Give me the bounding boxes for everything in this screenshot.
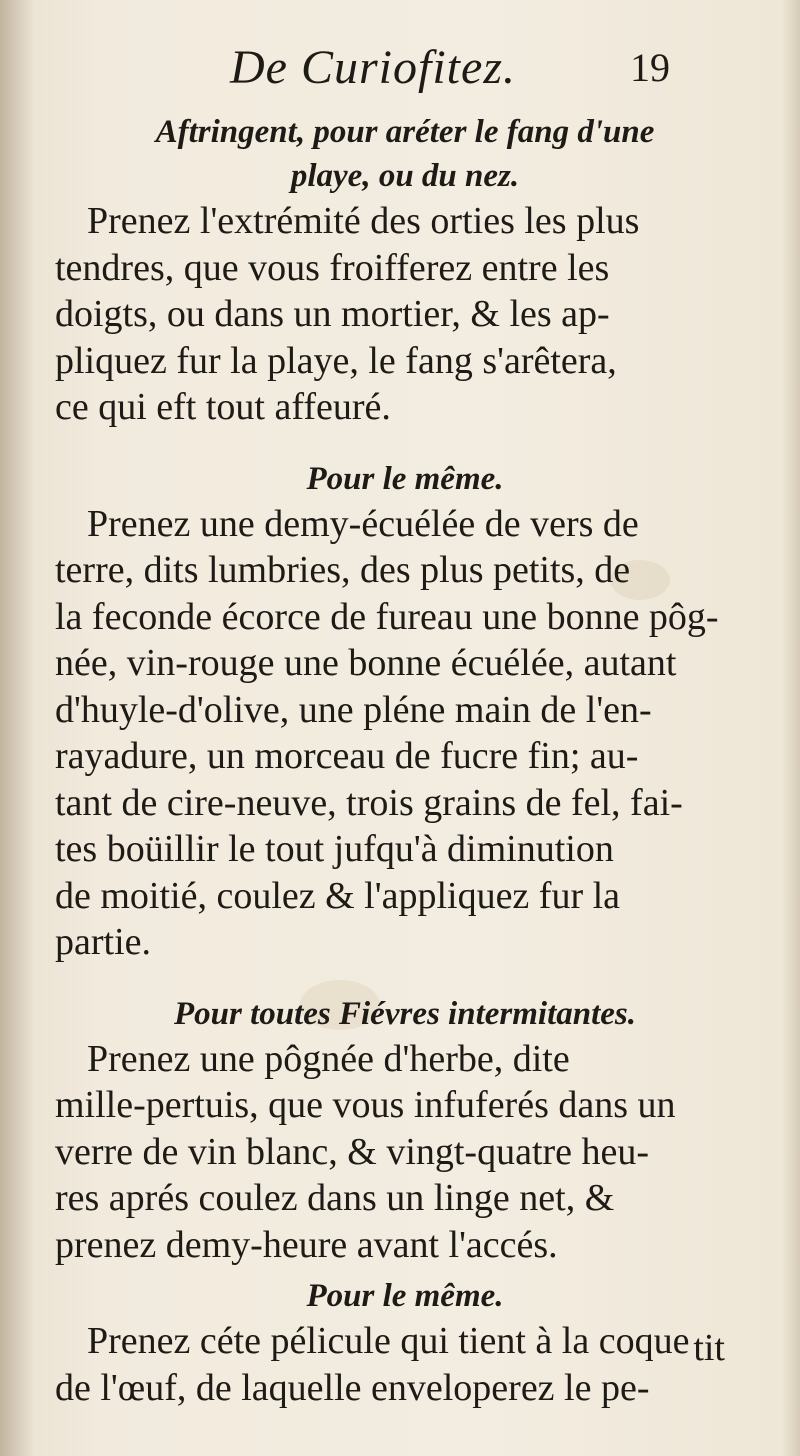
- heading-line: Pour le même.: [306, 460, 504, 497]
- text-line: mille-pertuis, que vous infuferés dans un: [55, 1084, 676, 1126]
- heading-line: Aftringent, pour aréter le fang d'une: [155, 114, 655, 150]
- text-line: tes boüillir le tout jufqu'à diminution: [55, 828, 614, 870]
- text-line: ce qui eft tout affeuré.: [55, 386, 391, 428]
- page-number: 19: [630, 45, 670, 90]
- catchword: tit: [693, 1327, 725, 1369]
- text-line: Prenez une demy-écuélée de vers de: [87, 502, 639, 545]
- recipe-paragraph: [55, 198, 755, 431]
- text-line: pliquez fur la playe, le fang s'arêtera,: [55, 339, 617, 382]
- text-line: terre, dits lumbries, des plus petits, de: [55, 549, 631, 591]
- text-line: la feconde écorce de fureau une bonne pôg-: [55, 595, 719, 638]
- text-line: partie.: [55, 921, 152, 963]
- text-line: rayadure, un morceau de fucre fin; au-: [55, 735, 639, 777]
- running-head: [230, 40, 670, 100]
- text-line: tant de cire-neuve, trois grains de fel, fai-: [55, 781, 683, 824]
- recipe-paragraph: [55, 1318, 755, 1411]
- heading-line: playe, ou du nez.: [290, 158, 520, 194]
- recipe-heading: [55, 110, 755, 198]
- text-line: d'huyle-d'olive, une pléne main de l'en-: [55, 688, 652, 731]
- page-edge: [782, 0, 800, 1456]
- text-line: Prenez une pôgnée d'herbe, dite: [87, 1037, 570, 1080]
- recipe-heading: [55, 457, 755, 501]
- text-line: prenez demy-heure avant l'accés.: [55, 1223, 558, 1266]
- gutter-shadow: [0, 0, 34, 1456]
- text-line: de moitié, coulez & l'appliquez fur la: [55, 874, 621, 917]
- recipe-paragraph: [55, 1036, 755, 1269]
- text-line: res aprés coulez dans un linge net, &: [55, 1177, 615, 1219]
- recipe-heading: [55, 992, 755, 1036]
- recipe-paragraph: [55, 501, 755, 966]
- recipe-heading: [55, 1274, 755, 1318]
- text-line: de l'œuf, de laquelle enveloperez le pe-: [55, 1366, 650, 1409]
- page-body: [55, 110, 755, 1411]
- heading-line: Pour toutes Fiévres intermitantes.: [173, 995, 637, 1032]
- text-line: verre de vin blanc, & vingt-quatre heu-: [55, 1130, 650, 1173]
- running-title: De Curiofitez.: [230, 41, 516, 94]
- text-line: doigts, ou dans un mortier, & les ap-: [55, 293, 610, 335]
- text-line: née, vin-rouge une bonne écuélée, autant: [55, 642, 677, 684]
- heading-line: Pour le même.: [306, 1278, 504, 1314]
- text-line: Prenez l'extrémité des orties les plus: [87, 200, 640, 242]
- text-line: tendres, que vous froifferez entre les: [55, 246, 610, 289]
- text-line: Prenez céte pélicule qui tient à la coque: [87, 1320, 690, 1362]
